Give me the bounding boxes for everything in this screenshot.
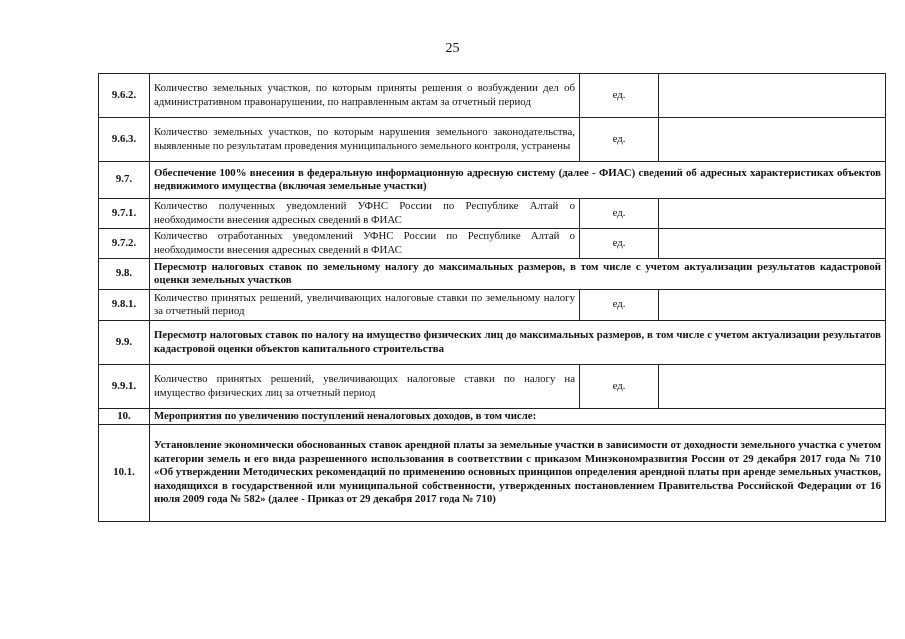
row-description: Количество принятых решений, увеличивающих налоговые ставки по налогу на имущество физических лиц за отчетный период xyxy=(150,365,580,409)
section-row xyxy=(99,409,886,425)
row-value-cell xyxy=(659,229,886,259)
row-number: 9.7. xyxy=(99,162,150,199)
table-row xyxy=(99,74,886,118)
row-description: Количество земельных участков, по которым нарушения земельного законодательства, выявленные по результатам проведения муниципального земельного контроля, устранены xyxy=(150,118,580,162)
row-number: 9.6.2. xyxy=(99,74,150,118)
section-title: Пересмотр налоговых ставок по земельному налогу до максимальных размеров, в том числе с учетом актуализации результатов кадастровой оценки земельных участков xyxy=(150,259,886,290)
row-unit: ед. xyxy=(580,118,659,162)
indicators-table xyxy=(98,73,886,522)
row-number: 9.7.2. xyxy=(99,229,150,259)
section-row xyxy=(99,259,886,290)
row-unit: ед. xyxy=(580,74,659,118)
table-row xyxy=(99,118,886,162)
row-description: Количество отработанных уведомлений УФНС России по Республике Алтай о необходимости внесения адресных сведений в ФИАС xyxy=(150,229,580,259)
section-title: Пересмотр налоговых ставок по налогу на имущество физических лиц до максимальных размеров, в том числе с учетом актуализации результатов кадастровой оценки объектов капитального строительства xyxy=(150,321,886,365)
row-number: 10.1. xyxy=(99,425,150,522)
row-unit: ед. xyxy=(580,365,659,409)
row-number: 9.9. xyxy=(99,321,150,365)
table-row xyxy=(99,365,886,409)
table-row xyxy=(99,199,886,229)
section-row xyxy=(99,321,886,365)
row-value-cell xyxy=(659,290,886,321)
row-description: Количество полученных уведомлений УФНС России по Республике Алтай о необходимости внесения адресных сведений в ФИАС xyxy=(150,199,580,229)
row-number: 9.8.1. xyxy=(99,290,150,321)
row-value-cell xyxy=(659,118,886,162)
row-value-cell xyxy=(659,365,886,409)
row-number: 9.6.3. xyxy=(99,118,150,162)
row-value-cell xyxy=(659,199,886,229)
row-description: Количество земельных участков, по которым приняты решения о возбуждении дел об административном правонарушении, по направленным актам за отчетный период xyxy=(150,74,580,118)
row-unit: ед. xyxy=(580,229,659,259)
section-title: Установление экономически обоснованных ставок арендной платы за земельные участки в зависимости от доходности земельного участка с учетом категории земель и его вида разрешенного использования в соответствии с приказом Минэкономразвития России от 29 декабря 2017 года № 710 «Об утверждении Методических рекомендаций по применению основных принципов определения арендной платы при аренде земельных участков, находящихся в государственной или муниципальной собственности, утвержденных постановлением Правительства Российской Федерации от 16 июля 2009 года № 582» (далее - Приказ от 29 декабря 2017 года № 710) xyxy=(150,425,886,522)
page-number: 25 xyxy=(445,41,460,56)
row-number: 10. xyxy=(99,409,150,425)
table-row xyxy=(99,290,886,321)
row-number: 9.8. xyxy=(99,259,150,290)
row-number: 9.7.1. xyxy=(99,199,150,229)
section-title: Мероприятия по увеличению поступлений неналоговых доходов, в том числе: xyxy=(150,409,886,425)
section-row xyxy=(99,162,886,199)
row-description: Количество принятых решений, увеличивающих налоговые ставки по земельному налогу за отчетный период xyxy=(150,290,580,321)
row-unit: ед. xyxy=(580,290,659,321)
row-number: 9.9.1. xyxy=(99,365,150,409)
row-value-cell xyxy=(659,74,886,118)
row-unit: ед. xyxy=(580,199,659,229)
table-row xyxy=(99,229,886,259)
section-title: Обеспечение 100% внесения в федеральную информационную адресную систему (далее - ФИАС) сведений об адресных характеристиках объектов недвижимого имущества (включая земельные участки) xyxy=(150,162,886,199)
section-row xyxy=(99,425,886,522)
